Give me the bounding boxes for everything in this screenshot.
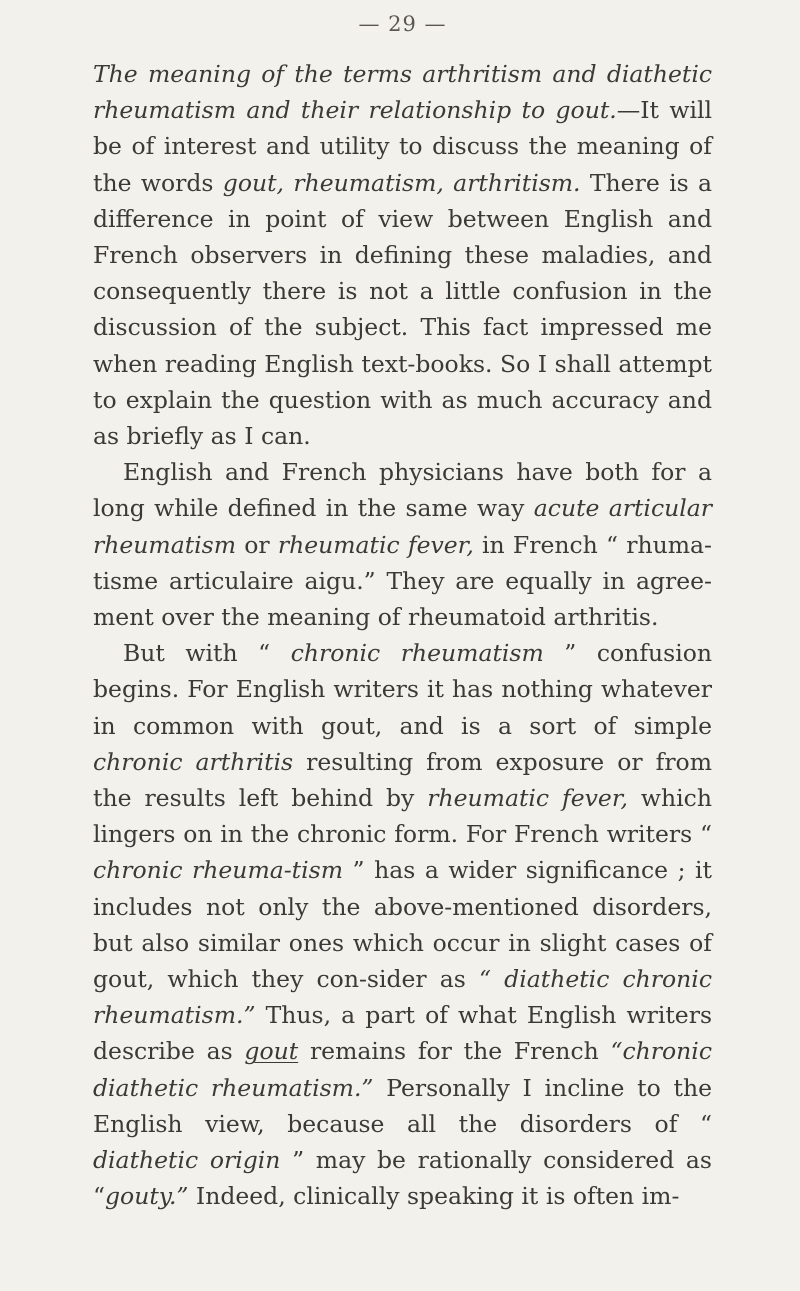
italic-phrase: gout, rheumatism, arthritism.	[222, 168, 581, 197]
italic-phrase: The meaning of the terms arthritism and diathetic rheumatism and their relationship to gout.	[93, 60, 712, 125]
italic-phrase: rheumatic fever,	[427, 784, 628, 813]
italic-phrase: gout	[244, 1037, 299, 1066]
text-run: ” has a wider significance ; it includes not only the above-mentioned disorders, but also similar ones which occur in slight cases of gout, which they con-sider as	[93, 856, 712, 994]
text-run: But with “	[123, 639, 291, 668]
paragraph	[93, 454, 712, 635]
italic-phrase: chronic rheuma-tism	[93, 856, 343, 885]
text-run: There is a difference in point of view between English and French observers in defining these maladies, and consequently there is not a little confusion in the discussion of the subject. This fact impressed me when reading English text-books. So I shall attempt to explain the question with as much accuracy and as briefly as I can.	[93, 168, 712, 451]
text-run: —It will be of interest and utility to discuss the meaning of the words	[93, 96, 713, 197]
text-run: English and French physicians have both for a long while defined in the same way	[93, 458, 712, 523]
italic-phrase: rheumatic fever,	[277, 530, 474, 559]
text-run: in French “ rhuma-tisme articulaire aigu.” They are equally in agree-ment over the meaning of rheumatoid arthritis.	[93, 530, 712, 632]
text-run: which lingers on in the chronic form. For French writers “	[93, 784, 712, 849]
text-run: ” may be rationally considered as “	[93, 1146, 712, 1211]
body-text	[93, 56, 712, 1215]
text-run: Thus, a part of what English writers describe as	[93, 1001, 712, 1066]
italic-phrase: chronic arthritis	[93, 747, 294, 776]
text-run: or	[236, 530, 278, 559]
text-run: remains for the French	[298, 1037, 611, 1066]
italic-phrase: “ diathetic chronic rheumatism.”	[93, 965, 712, 1030]
text-run: resulting from exposure or from the results left behind by	[93, 747, 712, 813]
italic-phrase: “chronic diathetic rheumatism.”	[93, 1037, 712, 1102]
paragraph	[93, 635, 712, 1214]
italic-phrase: chronic rheumatism	[290, 639, 544, 668]
italic-phrase: acute articular rheumatism	[93, 494, 712, 559]
italic-phrase: diathetic origin	[93, 1146, 281, 1175]
text-run: Personally I incline to the English view, because all the disorders of “	[93, 1073, 713, 1138]
page-number: — 29 —	[358, 12, 447, 36]
text-run: Indeed, clinically speaking it is often im-	[188, 1182, 680, 1211]
italic-phrase: gouty.”	[105, 1182, 189, 1211]
text-run: ” confusion begins. For English writers it has nothing whatever in common with gout, and is a sort of simple	[93, 639, 713, 740]
paragraph	[93, 56, 712, 454]
